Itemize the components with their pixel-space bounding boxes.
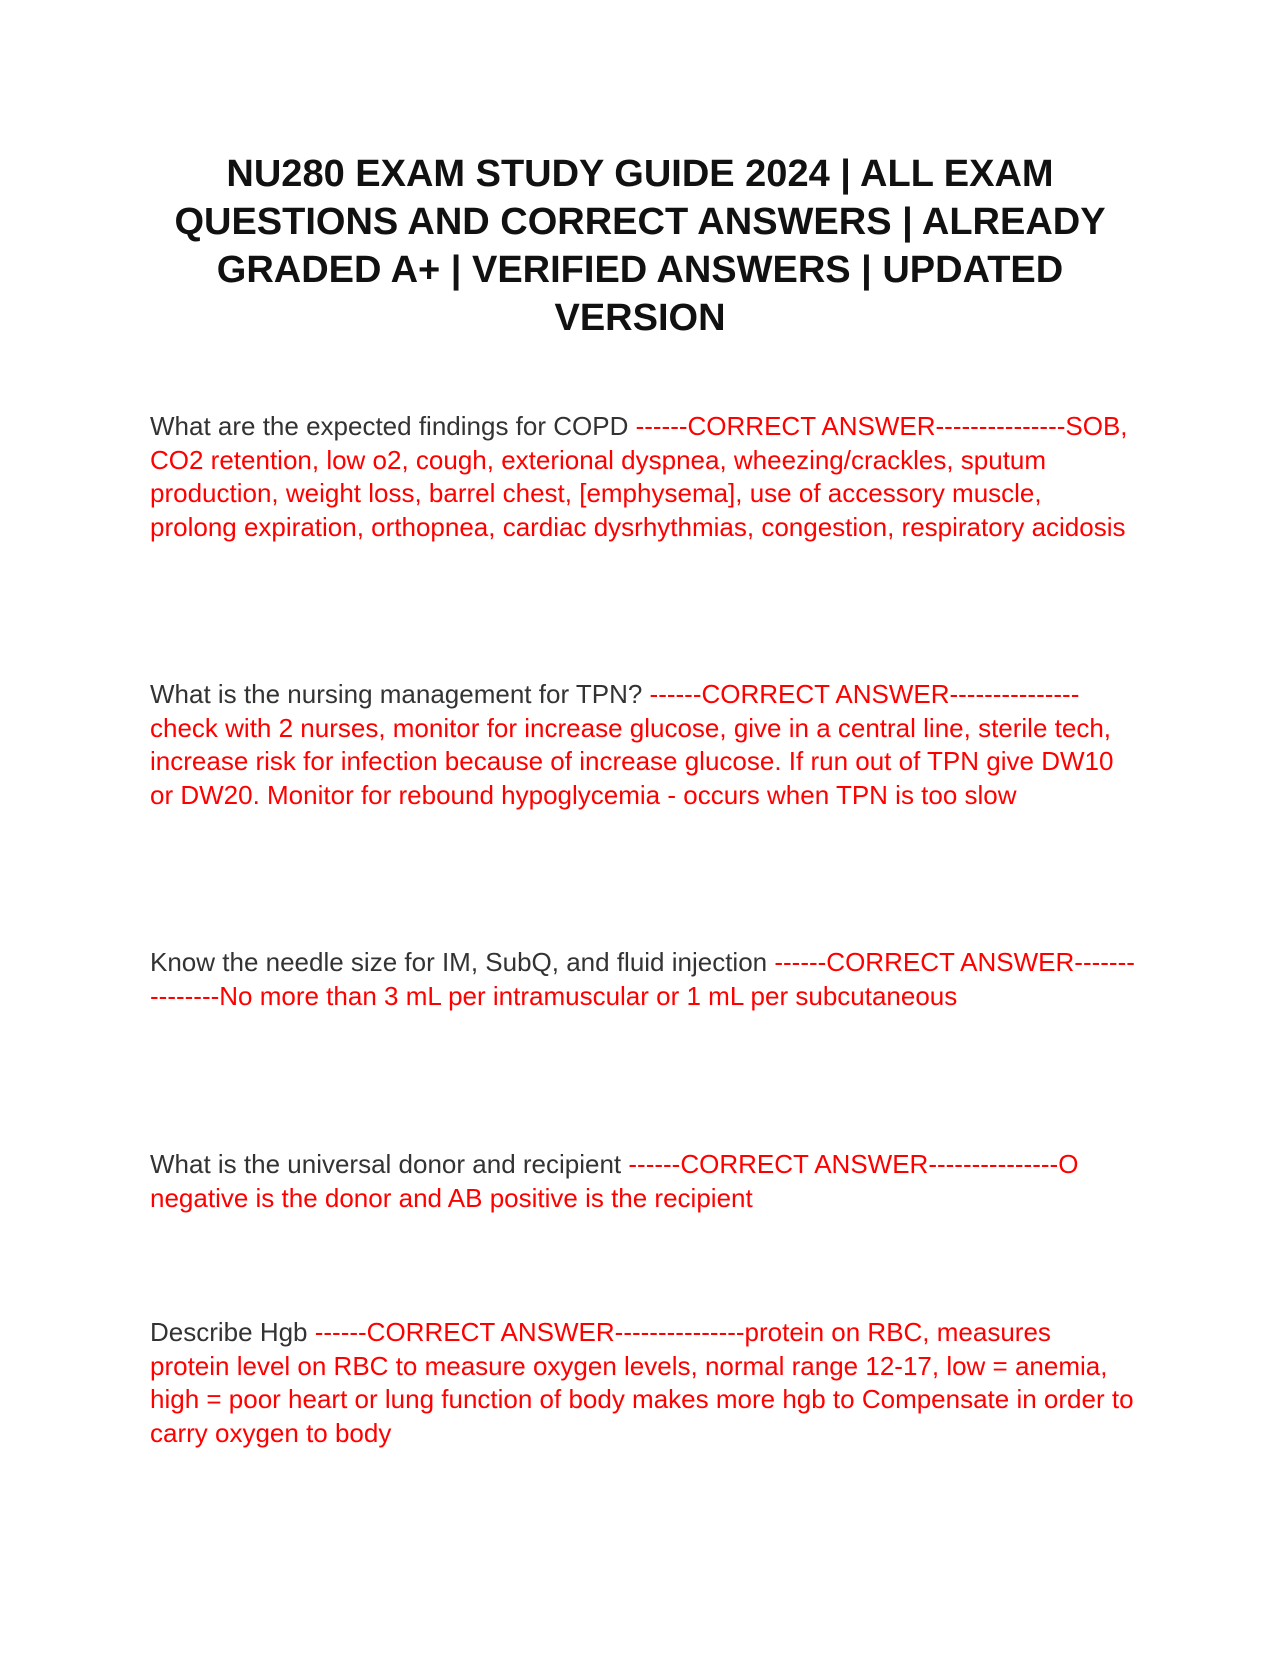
answer-text: ------CORRECT ANSWER---------------protein on RBC, measures protein level on RBC to measure oxygen levels, normal range 12-17, low = anemia, high = poor heart or lung function of body makes more hgb to Compensate in order to carry oxygen to body — [150, 1317, 1134, 1448]
qa-item — [150, 410, 1135, 544]
question-text: What is the nursing management for TPN? — [150, 679, 650, 709]
question-text: What are the expected findings for COPD — [150, 411, 636, 441]
document-title: NU280 EXAM STUDY GUIDE 2024 | ALL EXAM QUESTIONS AND CORRECT ANSWERS | ALREADY GRADED A+ | VERIFIED ANSWERS | UPDATED VERSION — [174, 153, 1106, 339]
qa-item — [150, 1148, 1135, 1215]
answer-text: ------CORRECT ANSWER---------------check with 2 nurses, monitor for increase glucose, give in a central line, sterile tech, increase risk for infection because of increase glucose. If run out of TPN give DW10 or DW20. Monitor for rebound hypoglycemia - occurs when TPN is too slow — [150, 679, 1114, 810]
qa-item — [150, 1316, 1135, 1450]
qa-item — [150, 946, 1135, 1013]
question-text: Know the needle size for IM, SubQ, and fluid injection — [150, 947, 775, 977]
question-text: What is the universal donor and recipient — [150, 1149, 629, 1179]
answer-text: ------CORRECT ANSWER---------------No more than 3 mL per intramuscular or 1 mL per subcutaneous — [150, 947, 1135, 1011]
answer-text: ------CORRECT ANSWER---------------SOB, CO2 retention, low o2, cough, exterional dyspnea, wheezing/crackles, sputum production, weight loss, barrel chest, [emphysema], use of accessory muscle, prolong expiration, orthopnea, cardiac dysrhythmias, congestion, respiratory acidosis — [150, 411, 1128, 542]
answer-text: ------CORRECT ANSWER---------------O negative is the donor and AB positive is the recipient — [150, 1149, 1079, 1213]
qa-item — [150, 678, 1135, 812]
question-text: Describe Hgb — [150, 1317, 315, 1347]
